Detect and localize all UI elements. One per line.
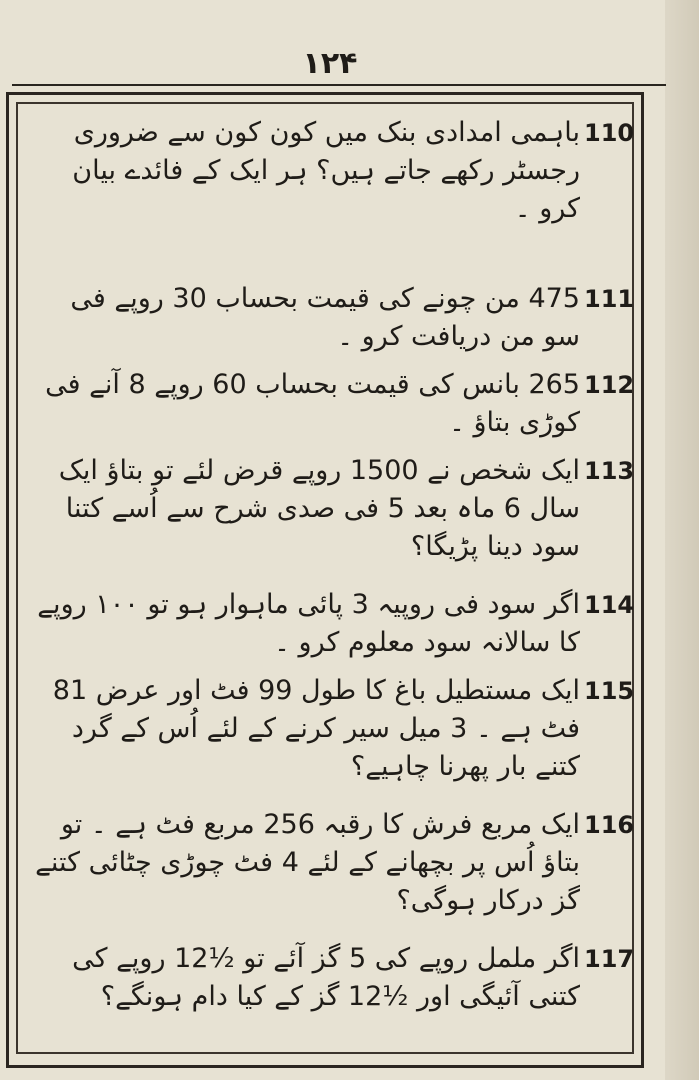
header-rule: [12, 84, 666, 86]
question-text: ایک مربع فرش کا رقبہ 256 مربع فٹ ہے ۔ تو بتاؤ اُس پر بچھانے کے لئے 4 فٹ چوڑی چٹائی کتنے گز درکار ہوگی؟: [35, 809, 580, 916]
question-text: باہمی امدادی بنک میں کون کون سے ضروری رجسٹر رکھے جاتے ہیں؟ ہر ایک کے فائدے بیان کرو ۔: [72, 117, 580, 224]
question-text: 475 من چونے کی قیمت بحساب 30 روپے فی سو من دریافت کرو ۔: [70, 283, 580, 352]
page-number: ۱۲۴: [302, 46, 358, 81]
question-number: 112: [584, 371, 635, 399]
question-111: [30, 280, 635, 360]
questions-panel: [30, 114, 635, 1044]
question-text: ایک شخص نے 1500 روپے قرض لئے تو بتاؤ ایک سال 6 ماہ بعد 5 فی صدی شرح سے اُسے کتنا سود دینا پڑیگا؟: [58, 455, 580, 562]
question-113: [30, 452, 635, 580]
question-number: 113: [584, 457, 635, 485]
question-112: [30, 366, 635, 446]
page-edge: [665, 0, 699, 1080]
question-number: 111: [584, 285, 635, 313]
question-114: [30, 586, 635, 666]
question-number: 110: [584, 119, 635, 147]
question-116: [30, 806, 635, 934]
question-number: 117: [584, 945, 635, 973]
question-text: 265 بانس کی قیمت بحساب 60 روپے 8 آنے فی کوڑی بتاؤ ۔: [45, 369, 580, 438]
question-number: 116: [584, 811, 635, 839]
question-117: [30, 940, 635, 1060]
question-110: [30, 114, 635, 274]
question-number: 114: [584, 591, 635, 619]
question-text: اگر سود فی روپیہ 3 پائی ماہوار ہو تو ۱۰۰ روپے کا سالانہ سود معلوم کرو ۔: [37, 589, 580, 658]
question-text: اگر ململ روپے کی 5 گز آئے تو ½12 روپے کی کتنی آئیگی اور ½12 گز کے کیا دام ہونگے؟: [72, 943, 580, 1012]
question-text: ایک مستطیل باغ کا طول 99 فٹ اور عرض 81 فٹ ہے ۔ 3 میل سیر کرنے کے لئے اُس کے گرد کتنے بار پھرنا چاہیے؟: [52, 675, 580, 782]
question-number: 115: [584, 677, 635, 705]
question-115: [30, 672, 635, 800]
